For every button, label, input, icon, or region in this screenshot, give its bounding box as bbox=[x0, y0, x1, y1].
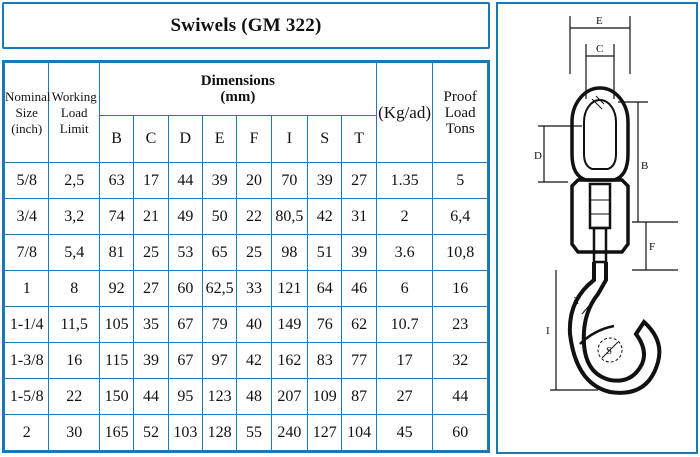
header-wll-line3: Limit bbox=[59, 120, 89, 136]
header-wll-line1: Working bbox=[51, 88, 97, 104]
table-cell: 39 bbox=[203, 163, 237, 199]
table-cell: 45 bbox=[376, 415, 433, 451]
label-s: S bbox=[606, 345, 613, 357]
table-cell: 67 bbox=[168, 343, 202, 379]
header-proof-load bbox=[433, 63, 488, 163]
header-dim-c: C bbox=[134, 116, 168, 163]
table-cell: 5 bbox=[433, 163, 488, 199]
header-nominal-size-line3: (inch) bbox=[11, 120, 43, 136]
table-cell: 123 bbox=[203, 379, 237, 415]
swivel-spec-table bbox=[4, 62, 488, 451]
table-cell: 32 bbox=[433, 343, 488, 379]
table-cell: 128 bbox=[203, 415, 237, 451]
table-cell: 6,4 bbox=[433, 199, 488, 235]
header-dim-f: F bbox=[237, 116, 271, 163]
header-dim-e: E bbox=[203, 116, 237, 163]
table-row bbox=[5, 343, 488, 379]
table-cell: 30 bbox=[49, 415, 100, 451]
table-cell: 165 bbox=[99, 415, 133, 451]
header-proof-line3: Tons bbox=[445, 120, 475, 137]
table-cell: 39 bbox=[134, 343, 168, 379]
table-cell: 35 bbox=[134, 307, 168, 343]
table-cell: 20 bbox=[237, 163, 271, 199]
table-cell: 115 bbox=[99, 343, 133, 379]
header-dimensions-line1: Dimensions bbox=[200, 73, 275, 89]
label-b: B bbox=[641, 160, 649, 172]
table-row bbox=[5, 415, 488, 451]
table-cell: 25 bbox=[237, 235, 271, 271]
table-cell: 25 bbox=[134, 235, 168, 271]
table-cell: 60 bbox=[433, 415, 488, 451]
table-cell: 3,2 bbox=[49, 199, 100, 235]
header-nominal-size-line2: Size bbox=[15, 104, 38, 120]
header-nominal-size bbox=[5, 63, 49, 163]
table-cell: 97 bbox=[203, 343, 237, 379]
table-cell: 17 bbox=[376, 343, 433, 379]
table-cell: 27 bbox=[342, 163, 376, 199]
table-cell: 63 bbox=[99, 163, 133, 199]
label-e: E bbox=[596, 15, 603, 27]
table-cell: 11,5 bbox=[49, 307, 100, 343]
swivel-collar bbox=[590, 184, 610, 228]
header-dim-s: S bbox=[308, 116, 342, 163]
table-row bbox=[5, 163, 488, 199]
table-cell: 53 bbox=[168, 235, 202, 271]
table-cell: 105 bbox=[99, 307, 133, 343]
table-cell: 2 bbox=[5, 415, 49, 451]
table-cell: 10,8 bbox=[433, 235, 488, 271]
header-working-load-limit bbox=[49, 63, 100, 163]
header-dimensions bbox=[99, 63, 376, 116]
header-nominal-size-line1: Nominal bbox=[5, 88, 51, 104]
table-cell: 79 bbox=[203, 307, 237, 343]
table-cell: 21 bbox=[134, 199, 168, 235]
swivel-hook-diagram bbox=[496, 2, 698, 454]
table-cell: 42 bbox=[237, 343, 271, 379]
header-proof-line2: Load bbox=[444, 104, 476, 121]
label-f: F bbox=[649, 241, 656, 253]
table-cell: 1.35 bbox=[376, 163, 433, 199]
table-cell: 80,5 bbox=[271, 199, 307, 235]
table-cell: 127 bbox=[308, 415, 342, 451]
table-cell: 22 bbox=[49, 379, 100, 415]
table-cell: 150 bbox=[99, 379, 133, 415]
table-cell: 67 bbox=[168, 307, 202, 343]
table-cell: 104 bbox=[342, 415, 376, 451]
table-cell: 240 bbox=[271, 415, 307, 451]
table-cell: 3/4 bbox=[5, 199, 49, 235]
table-cell: 81 bbox=[99, 235, 133, 271]
table-body bbox=[5, 163, 488, 451]
table-cell: 62 bbox=[342, 307, 376, 343]
table-cell: 65 bbox=[203, 235, 237, 271]
table-cell: 149 bbox=[271, 307, 307, 343]
table-cell: 5,4 bbox=[49, 235, 100, 271]
table-cell: 95 bbox=[168, 379, 202, 415]
table-cell: 44 bbox=[168, 163, 202, 199]
table-cell: 76 bbox=[308, 307, 342, 343]
table-cell: 103 bbox=[168, 415, 202, 451]
table-cell: 40 bbox=[237, 307, 271, 343]
table-cell: 77 bbox=[342, 343, 376, 379]
table-cell: 27 bbox=[376, 379, 433, 415]
table-cell: 162 bbox=[271, 343, 307, 379]
table-cell: 1-5/8 bbox=[5, 379, 49, 415]
table-cell: 27 bbox=[134, 271, 168, 307]
label-d: D bbox=[534, 150, 542, 162]
table-cell: 10.7 bbox=[376, 307, 433, 343]
table-cell: 52 bbox=[134, 415, 168, 451]
table-cell: 51 bbox=[308, 235, 342, 271]
table-cell: 109 bbox=[308, 379, 342, 415]
page-title: Swiwels (GM 322) bbox=[2, 2, 490, 49]
table-cell: 39 bbox=[342, 235, 376, 271]
table-cell: 2,5 bbox=[49, 163, 100, 199]
table-cell: 8 bbox=[49, 271, 100, 307]
table-cell: 3.6 bbox=[376, 235, 433, 271]
table-cell: 50 bbox=[203, 199, 237, 235]
table-cell: 33 bbox=[237, 271, 271, 307]
table-cell: 83 bbox=[308, 343, 342, 379]
table-cell: 44 bbox=[433, 379, 488, 415]
table-cell: 44 bbox=[134, 379, 168, 415]
table-cell: 74 bbox=[99, 199, 133, 235]
header-proof-line1: Proof bbox=[443, 88, 477, 105]
table-cell: 207 bbox=[271, 379, 307, 415]
table-row bbox=[5, 199, 488, 235]
table-cell: 64 bbox=[308, 271, 342, 307]
table-row bbox=[5, 235, 488, 271]
table-cell: 16 bbox=[433, 271, 488, 307]
table-cell: 6 bbox=[376, 271, 433, 307]
table-row bbox=[5, 271, 488, 307]
table-cell: 121 bbox=[271, 271, 307, 307]
table-cell: 7/8 bbox=[5, 235, 49, 271]
swivel-hook-drawing bbox=[498, 4, 696, 452]
table-cell: 42 bbox=[308, 199, 342, 235]
table-cell: 1 bbox=[5, 271, 49, 307]
label-c: C bbox=[596, 43, 604, 55]
table-cell: 49 bbox=[168, 199, 202, 235]
table-cell: 2 bbox=[376, 199, 433, 235]
table-row bbox=[5, 307, 488, 343]
table-cell: 22 bbox=[237, 199, 271, 235]
header-dim-b: B bbox=[99, 116, 133, 163]
hook-body bbox=[570, 262, 660, 393]
table-cell: 55 bbox=[237, 415, 271, 451]
table-cell: 23 bbox=[433, 307, 488, 343]
header-dimensions-unit: (mm) bbox=[220, 89, 256, 105]
table-cell: 17 bbox=[134, 163, 168, 199]
swivel-shank bbox=[594, 228, 606, 262]
table-cell: 98 bbox=[271, 235, 307, 271]
swivel-spec-table-container bbox=[2, 60, 490, 453]
table-cell: 39 bbox=[308, 163, 342, 199]
header-weight: (Kg/ad) bbox=[376, 63, 433, 163]
table-cell: 87 bbox=[342, 379, 376, 415]
table-cell: 70 bbox=[271, 163, 307, 199]
eye-inner bbox=[584, 100, 616, 169]
table-cell: 48 bbox=[237, 379, 271, 415]
table-cell: 62,5 bbox=[203, 271, 237, 307]
swivel-body bbox=[572, 180, 628, 252]
header-dim-t: T bbox=[342, 116, 376, 163]
label-t: T bbox=[574, 295, 581, 307]
table-cell: 92 bbox=[99, 271, 133, 307]
table-cell: 46 bbox=[342, 271, 376, 307]
header-wll-line2: Load bbox=[60, 104, 88, 120]
header-dim-d: D bbox=[168, 116, 202, 163]
table-cell: 16 bbox=[49, 343, 100, 379]
label-i: I bbox=[546, 325, 550, 337]
table-cell: 60 bbox=[168, 271, 202, 307]
table-cell: 1-1/4 bbox=[5, 307, 49, 343]
table-cell: 1-3/8 bbox=[5, 343, 49, 379]
table-cell: 31 bbox=[342, 199, 376, 235]
header-dim-i: I bbox=[271, 116, 307, 163]
table-row bbox=[5, 379, 488, 415]
table-cell: 5/8 bbox=[5, 163, 49, 199]
